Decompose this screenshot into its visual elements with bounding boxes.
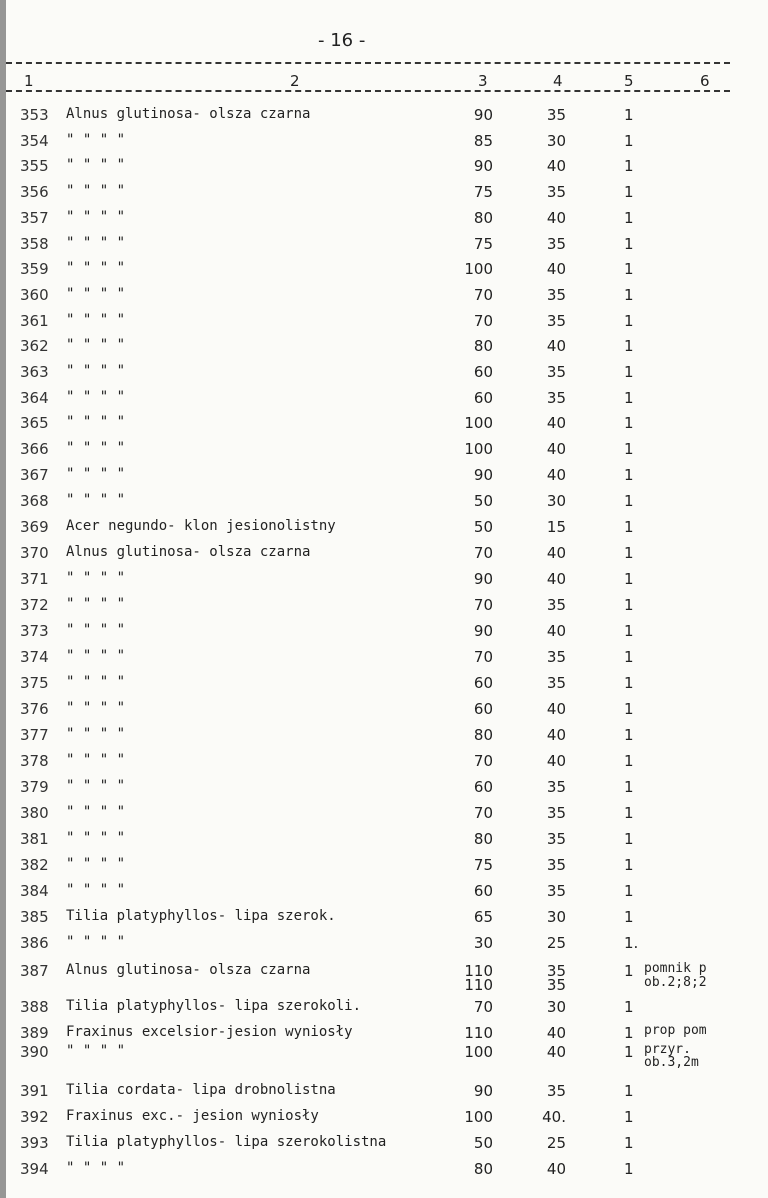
species-name: " " " " bbox=[66, 389, 126, 405]
col4-value: 30 bbox=[546, 998, 566, 1016]
row-number: 362 bbox=[20, 337, 49, 355]
col5-value: 1 bbox=[624, 260, 634, 278]
col5-value: 1 bbox=[624, 1108, 634, 1126]
col4-value: 30 bbox=[546, 492, 566, 510]
col3-value: 60 bbox=[473, 882, 493, 900]
col5-value: 1 bbox=[624, 856, 634, 874]
species-name: Acer negundo- klon jesionolistny bbox=[66, 518, 336, 534]
species-name: Tilia platyphyllos- lipa szerokoli. bbox=[66, 998, 362, 1014]
row-number: 368 bbox=[20, 492, 49, 510]
row-number: 389 bbox=[20, 1024, 49, 1042]
col3-value: 110 bbox=[464, 962, 493, 980]
species-name: " " " " bbox=[66, 1043, 126, 1059]
species-name: " " " " bbox=[66, 286, 126, 302]
row-number: 382 bbox=[20, 856, 49, 874]
col3-value: 90 bbox=[473, 1082, 493, 1100]
row-number: 355 bbox=[20, 157, 49, 175]
col4-value: 35 bbox=[546, 596, 566, 614]
row-number: 357 bbox=[20, 209, 49, 227]
col3-value: 90 bbox=[473, 106, 493, 124]
col3-value: 85 bbox=[473, 132, 493, 150]
col5-value: 1. bbox=[624, 934, 639, 952]
col3-value: 100 bbox=[464, 260, 493, 278]
col4-value: 40 bbox=[546, 544, 566, 562]
col5-value: 1 bbox=[624, 804, 634, 822]
species-name: " " " " bbox=[66, 778, 126, 794]
col3-value: 70 bbox=[473, 544, 493, 562]
species-name: " " " " bbox=[66, 440, 126, 456]
row-number: 358 bbox=[20, 235, 49, 253]
row-number: 390 bbox=[20, 1043, 49, 1061]
species-name: " " " " bbox=[66, 622, 126, 638]
col4-value: 40 bbox=[546, 1043, 566, 1061]
col5-value: 1 bbox=[624, 440, 634, 458]
col4-value: 35 bbox=[546, 363, 566, 381]
row-number: 372 bbox=[20, 596, 49, 614]
row-number: 354 bbox=[20, 132, 49, 150]
col5-value: 1 bbox=[624, 726, 634, 744]
col4-value: 40 bbox=[546, 337, 566, 355]
col4-value: 40 bbox=[546, 726, 566, 744]
col4-value: 35 bbox=[546, 778, 566, 796]
page-number: - 16 - bbox=[318, 30, 366, 51]
col4-value: 40 bbox=[546, 1160, 566, 1178]
header-col-1: 1 bbox=[24, 72, 34, 90]
col3-value: 80 bbox=[473, 830, 493, 848]
header-col-3: 3 bbox=[478, 72, 488, 90]
col4-value: 35 bbox=[546, 856, 566, 874]
row-number: 371 bbox=[20, 570, 49, 588]
row-number: 388 bbox=[20, 998, 49, 1016]
row-number: 365 bbox=[20, 414, 49, 432]
col5-value: 1 bbox=[624, 1043, 634, 1061]
col5-value: 1 bbox=[624, 962, 634, 980]
species-name: " " " " bbox=[66, 570, 126, 586]
species-name: " " " " bbox=[66, 752, 126, 768]
species-name: Tilia platyphyllos- lipa szerok. bbox=[66, 908, 336, 924]
col3-value: 60 bbox=[473, 778, 493, 796]
col3-value: 110 bbox=[464, 976, 493, 994]
col3-value: 60 bbox=[473, 700, 493, 718]
col5-value: 1 bbox=[624, 570, 634, 588]
row-number: 364 bbox=[20, 389, 49, 407]
remark-note: pomnik p bbox=[644, 961, 707, 976]
col3-value: 80 bbox=[473, 209, 493, 227]
col3-value: 70 bbox=[473, 286, 493, 304]
row-number: 379 bbox=[20, 778, 49, 796]
row-number: 384 bbox=[20, 882, 49, 900]
col3-value: 90 bbox=[473, 622, 493, 640]
row-number: 387 bbox=[20, 962, 49, 980]
remark-note: prop pom bbox=[644, 1023, 707, 1038]
species-name: " " " " bbox=[66, 492, 126, 508]
col4-value: 35 bbox=[546, 648, 566, 666]
row-number: 376 bbox=[20, 700, 49, 718]
col4-value: 40 bbox=[546, 752, 566, 770]
row-number: 374 bbox=[20, 648, 49, 666]
species-name: Tilia cordata- lipa drobnolistna bbox=[66, 1082, 336, 1098]
col4-value: 30 bbox=[546, 132, 566, 150]
col5-value: 1 bbox=[624, 648, 634, 666]
col3-value: 30 bbox=[473, 934, 493, 952]
remark-note: ob.2;8;2 bbox=[644, 975, 707, 990]
col5-value: 1 bbox=[624, 544, 634, 562]
col5-value: 1 bbox=[624, 700, 634, 718]
col3-value: 70 bbox=[473, 312, 493, 330]
row-number: 369 bbox=[20, 518, 49, 536]
col3-value: 60 bbox=[473, 389, 493, 407]
col3-value: 70 bbox=[473, 804, 493, 822]
col5-value: 1 bbox=[624, 596, 634, 614]
col3-value: 100 bbox=[464, 440, 493, 458]
species-name: " " " " bbox=[66, 674, 126, 690]
species-name: Alnus glutinosa- olsza czarna bbox=[66, 962, 311, 978]
col5-value: 1 bbox=[624, 674, 634, 692]
species-name: " " " " bbox=[66, 700, 126, 716]
col5-value: 1 bbox=[624, 209, 634, 227]
species-name: Alnus glutinosa- olsza czarna bbox=[66, 106, 311, 122]
species-name: Fraxinus exc.- jesion wyniosły bbox=[66, 1108, 319, 1124]
col4-value: 35 bbox=[546, 389, 566, 407]
col5-value: 1 bbox=[624, 286, 634, 304]
row-number: 367 bbox=[20, 466, 49, 484]
header-col-5: 5 bbox=[624, 72, 634, 90]
col5-value: 1 bbox=[624, 414, 634, 432]
col5-value: 1 bbox=[624, 1082, 634, 1100]
row-number: 359 bbox=[20, 260, 49, 278]
col3-value: 50 bbox=[473, 492, 493, 510]
col4-value: 35 bbox=[546, 183, 566, 201]
col5-value: 1 bbox=[624, 132, 634, 150]
species-name: " " " " bbox=[66, 209, 126, 225]
col3-value: 50 bbox=[473, 1134, 493, 1152]
row-number: 386 bbox=[20, 934, 49, 952]
row-number: 356 bbox=[20, 183, 49, 201]
row-number: 392 bbox=[20, 1108, 49, 1126]
col4-value: 35 bbox=[546, 106, 566, 124]
col5-value: 1 bbox=[624, 830, 634, 848]
col5-value: 1 bbox=[624, 1134, 634, 1152]
col4-value: 40 bbox=[546, 440, 566, 458]
species-name: Fraxinus excelsior-jesion wyniosły bbox=[66, 1024, 353, 1040]
col5-value: 1 bbox=[624, 492, 634, 510]
col4-value: 35 bbox=[546, 804, 566, 822]
species-name: " " " " bbox=[66, 830, 126, 846]
col5-value: 1 bbox=[624, 622, 634, 640]
col5-value: 1 bbox=[624, 882, 634, 900]
row-number: 377 bbox=[20, 726, 49, 744]
col5-value: 1 bbox=[624, 752, 634, 770]
col4-value: 35 bbox=[546, 962, 566, 980]
species-name: " " " " bbox=[66, 466, 126, 482]
col3-value: 75 bbox=[473, 856, 493, 874]
col3-value: 70 bbox=[473, 998, 493, 1016]
species-name: " " " " bbox=[66, 312, 126, 328]
col4-value: 40 bbox=[546, 570, 566, 588]
col4-value: 30 bbox=[546, 908, 566, 926]
col3-value: 80 bbox=[473, 726, 493, 744]
species-name: " " " " bbox=[66, 235, 126, 251]
col3-value: 70 bbox=[473, 752, 493, 770]
col3-value: 65 bbox=[473, 908, 493, 926]
col4-value: 40 bbox=[546, 1024, 566, 1042]
col3-value: 90 bbox=[473, 157, 493, 175]
col3-value: 75 bbox=[473, 235, 493, 253]
col4-value: 35 bbox=[546, 235, 566, 253]
col4-value: 35 bbox=[546, 882, 566, 900]
col5-value: 1 bbox=[624, 157, 634, 175]
col5-value: 1 bbox=[624, 106, 634, 124]
col3-value: 60 bbox=[473, 363, 493, 381]
header-col-4: 4 bbox=[553, 72, 563, 90]
species-name: " " " " bbox=[66, 337, 126, 353]
row-number: 385 bbox=[20, 908, 49, 926]
row-number: 380 bbox=[20, 804, 49, 822]
species-name: " " " " bbox=[66, 363, 126, 379]
species-name: " " " " bbox=[66, 183, 126, 199]
col5-value: 1 bbox=[624, 1024, 634, 1042]
species-name: " " " " bbox=[66, 596, 126, 612]
row-number: 353 bbox=[20, 106, 49, 124]
col4-value: 15 bbox=[546, 518, 566, 536]
header-top-rule bbox=[6, 62, 730, 64]
col4-value: 35 bbox=[546, 674, 566, 692]
col5-value: 1 bbox=[624, 235, 634, 253]
col3-value: 100 bbox=[464, 1043, 493, 1061]
page-left-edge-shadow bbox=[0, 0, 6, 1198]
col4-value: 35 bbox=[546, 312, 566, 330]
col4-value: 25 bbox=[546, 934, 566, 952]
species-name: Alnus glutinosa- olsza czarna bbox=[66, 544, 311, 560]
col4-value: 35 bbox=[546, 1082, 566, 1100]
header-col-6: 6 bbox=[700, 72, 710, 90]
col4-value: 40 bbox=[546, 209, 566, 227]
row-number: 366 bbox=[20, 440, 49, 458]
col5-value: 1 bbox=[624, 363, 634, 381]
col5-value: 1 bbox=[624, 778, 634, 796]
row-number: 375 bbox=[20, 674, 49, 692]
col3-value: 60 bbox=[473, 674, 493, 692]
col3-value: 70 bbox=[473, 596, 493, 614]
remark-note: przyr. bbox=[644, 1042, 691, 1057]
species-name: " " " " bbox=[66, 157, 126, 173]
row-number: 393 bbox=[20, 1134, 49, 1152]
species-name: " " " " bbox=[66, 804, 126, 820]
row-number: 378 bbox=[20, 752, 49, 770]
col5-value: 1 bbox=[624, 312, 634, 330]
col5-value: 1 bbox=[624, 466, 634, 484]
species-name: " " " " bbox=[66, 132, 126, 148]
col4-value: 40 bbox=[546, 700, 566, 718]
col3-value: 70 bbox=[473, 648, 493, 666]
species-name: " " " " bbox=[66, 856, 126, 872]
col4-value: 25 bbox=[546, 1134, 566, 1152]
col5-value: 1 bbox=[624, 1160, 634, 1178]
species-name: " " " " bbox=[66, 260, 126, 276]
col4-value: 35 bbox=[546, 830, 566, 848]
species-name: " " " " bbox=[66, 726, 126, 742]
header-bottom-rule bbox=[6, 90, 730, 92]
col3-value: 80 bbox=[473, 337, 493, 355]
col3-value: 100 bbox=[464, 1108, 493, 1126]
species-name: " " " " bbox=[66, 934, 126, 950]
col3-value: 90 bbox=[473, 570, 493, 588]
row-number: 363 bbox=[20, 363, 49, 381]
col4-value: 40 bbox=[546, 622, 566, 640]
col4-value: 40 bbox=[546, 414, 566, 432]
col4-value: 40. bbox=[542, 1108, 566, 1126]
col3-value: 75 bbox=[473, 183, 493, 201]
species-name: " " " " bbox=[66, 882, 126, 898]
col5-value: 1 bbox=[624, 518, 634, 536]
header-col-2: 2 bbox=[290, 72, 300, 90]
row-number: 360 bbox=[20, 286, 49, 304]
col3-value: 80 bbox=[473, 1160, 493, 1178]
row-number: 373 bbox=[20, 622, 49, 640]
col4-value: 40 bbox=[546, 157, 566, 175]
col5-value: 1 bbox=[624, 183, 634, 201]
row-number: 381 bbox=[20, 830, 49, 848]
col3-value: 110 bbox=[464, 1024, 493, 1042]
col3-value: 50 bbox=[473, 518, 493, 536]
species-name: Tilia platyphyllos- lipa szerokolistna bbox=[66, 1134, 387, 1150]
col5-value: 1 bbox=[624, 998, 634, 1016]
species-name: " " " " bbox=[66, 1160, 126, 1176]
col5-value: 1 bbox=[624, 908, 634, 926]
species-name: " " " " bbox=[66, 648, 126, 664]
col4-value: 40 bbox=[546, 466, 566, 484]
row-number: 361 bbox=[20, 312, 49, 330]
col3-value: 90 bbox=[473, 466, 493, 484]
col5-value: 1 bbox=[624, 337, 634, 355]
row-number: 391 bbox=[20, 1082, 49, 1100]
species-name: " " " " bbox=[66, 414, 126, 430]
row-number: 370 bbox=[20, 544, 49, 562]
col3-value: 100 bbox=[464, 414, 493, 432]
col5-value: 1 bbox=[624, 389, 634, 407]
row-number: 394 bbox=[20, 1160, 49, 1178]
col4-value: 35 bbox=[546, 286, 566, 304]
col4-value: 35 bbox=[546, 976, 566, 994]
col4-value: 40 bbox=[546, 260, 566, 278]
remark-note: ob.3,2m bbox=[644, 1055, 699, 1070]
